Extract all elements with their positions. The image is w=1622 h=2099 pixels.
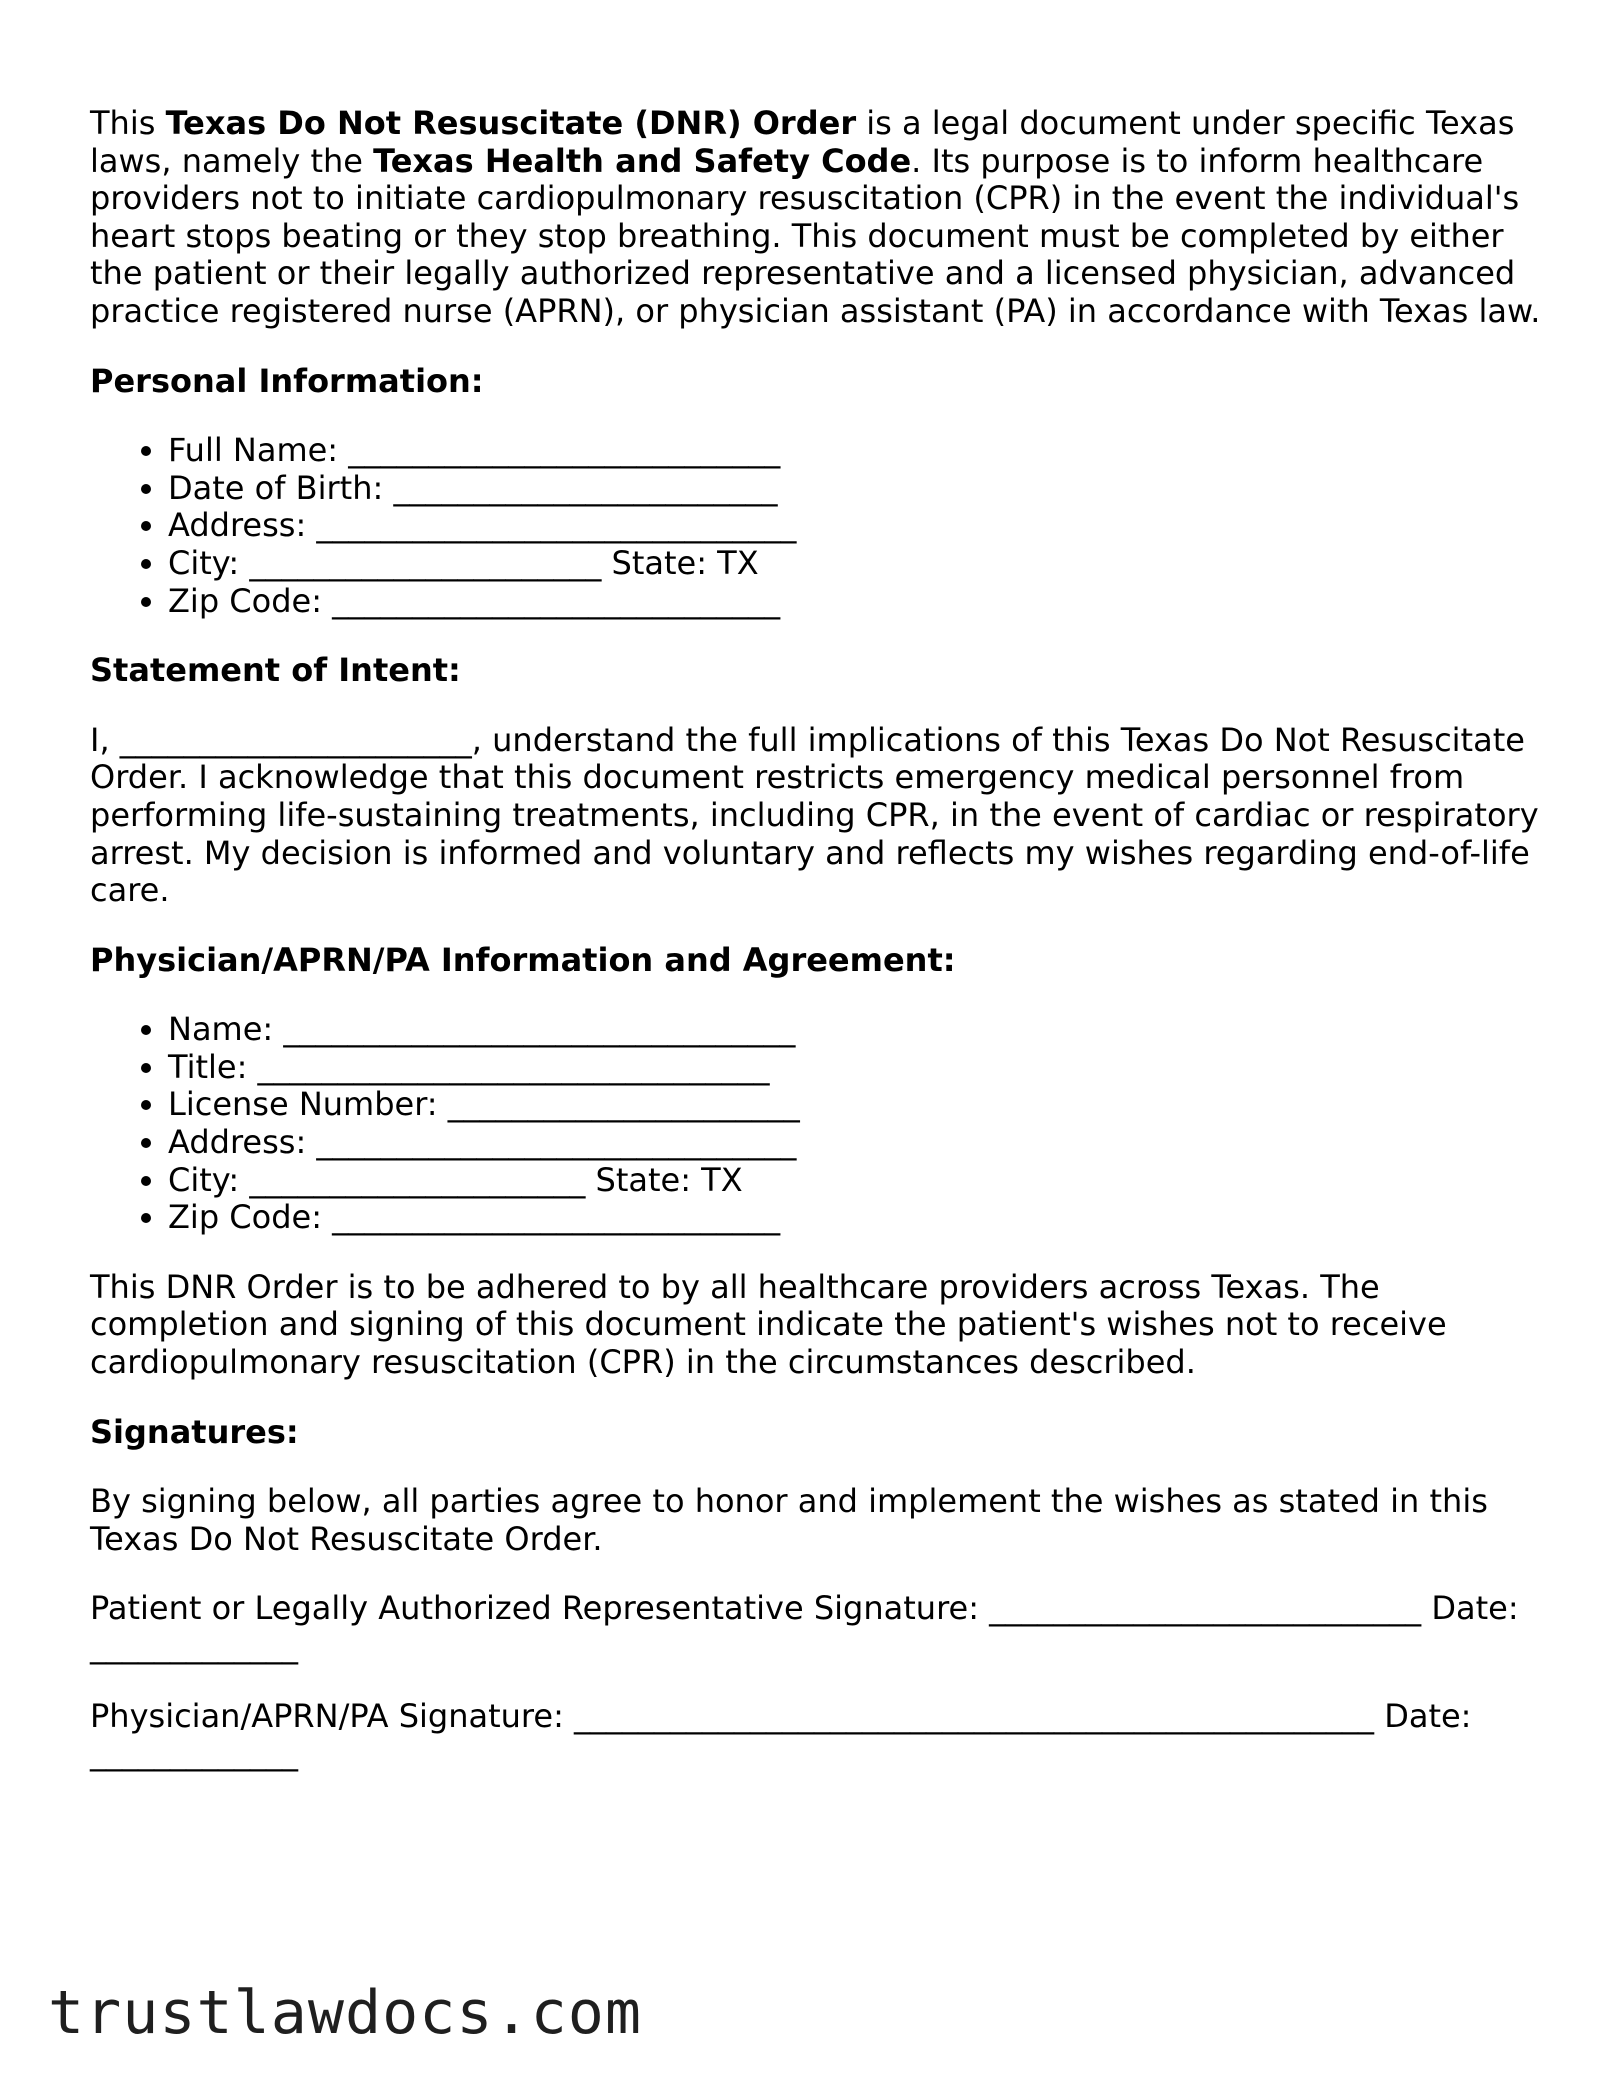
intro-text-2: is a legal document under specific Texas laws, namely the xyxy=(90,104,1515,180)
intro-bold-document-name: Texas Do Not Resuscitate (DNR) Order xyxy=(165,104,857,142)
signatures-intro-text: By signing below, all parties agree to honor and implement the wishes as stated in this Texas Do Not Resuscitate Order. xyxy=(90,1482,1488,1558)
field-license-number[interactable]: • License Number: ______________________ xyxy=(168,1086,1560,1124)
field-physician-zip-code[interactable]: • Zip Code: ____________________________ xyxy=(168,1199,1560,1237)
intro-text-1: This xyxy=(90,104,166,142)
field-date-of-birth[interactable]: • Date of Birth: ________________________ xyxy=(168,470,1560,508)
adherence-paragraph: This DNR Order is to be adhered to by all healthcare providers across Texas. The completion and signing of this document indicate the patient's wishes not to receive cardiopulmonary resuscitation (CPR) in the circumstances described. xyxy=(90,1267,1447,1382)
statement-of-intent-text: I, ______________________, understand the full implications of this Texas Do Not Resuscitate Order. I acknowledge that this document restricts emergency medical personnel from performing life-sustaining treatments, including CPR, in the event of cardiac or respiratory arrest. My decision is informed and voluntary and reflects my wishes regarding end-of-life care. xyxy=(90,720,1539,910)
field-full-name[interactable]: • Full Name: ___________________________ xyxy=(168,432,1560,470)
patient-signature-line[interactable]: Patient or Legally Authorized Representative Signature: ___________________________ Date: _____________ xyxy=(90,1589,1519,1665)
field-physician-title[interactable]: • Title: ________________________________ xyxy=(168,1049,1560,1087)
document-body xyxy=(90,105,1560,1805)
field-address[interactable]: • Address: ______________________________ xyxy=(168,507,1560,545)
personal-info-list xyxy=(90,432,1560,620)
intro-bold-code-name: Texas Health and Safety Code xyxy=(373,141,912,180)
field-city-state[interactable]: • City: ______________________ State: TX xyxy=(168,545,1560,583)
physician-info-heading: Physician/APRN/PA Information and Agreement: xyxy=(90,940,956,979)
physician-info-list xyxy=(90,1011,1560,1237)
physician-signature-line[interactable]: Physician/APRN/PA Signature: __________________________________________________ Date: _____________ xyxy=(90,1696,1472,1773)
field-zip-code[interactable]: • Zip Code: ____________________________ xyxy=(168,583,1560,621)
personal-info-heading: Personal Information: xyxy=(90,361,484,400)
intro-paragraph xyxy=(90,105,1560,331)
intro-text-3: . Its purpose is to inform healthcare providers not to initiate cardiopulmonary resuscitation (CPR) in the event the individual's heart stops beating or they stop breathing. This document must be completed by either the patient or their legally authorized representative and a licensed physician, advanced practice registered nurse (APRN), or physician assistant (PA) in accordance with Texas law. xyxy=(90,141,1541,330)
field-physician-address[interactable]: • Address: ______________________________ xyxy=(168,1124,1560,1162)
watermark-site-name: trustlawdocs.com xyxy=(48,1978,642,2048)
signatures-heading: Signatures: xyxy=(90,1412,299,1451)
field-physician-city-state[interactable]: • City: _____________________ State: TX xyxy=(168,1162,1560,1200)
statement-of-intent-heading: Statement of Intent: xyxy=(90,651,461,690)
field-physician-name[interactable]: • Name: ________________________________ xyxy=(168,1011,1560,1049)
